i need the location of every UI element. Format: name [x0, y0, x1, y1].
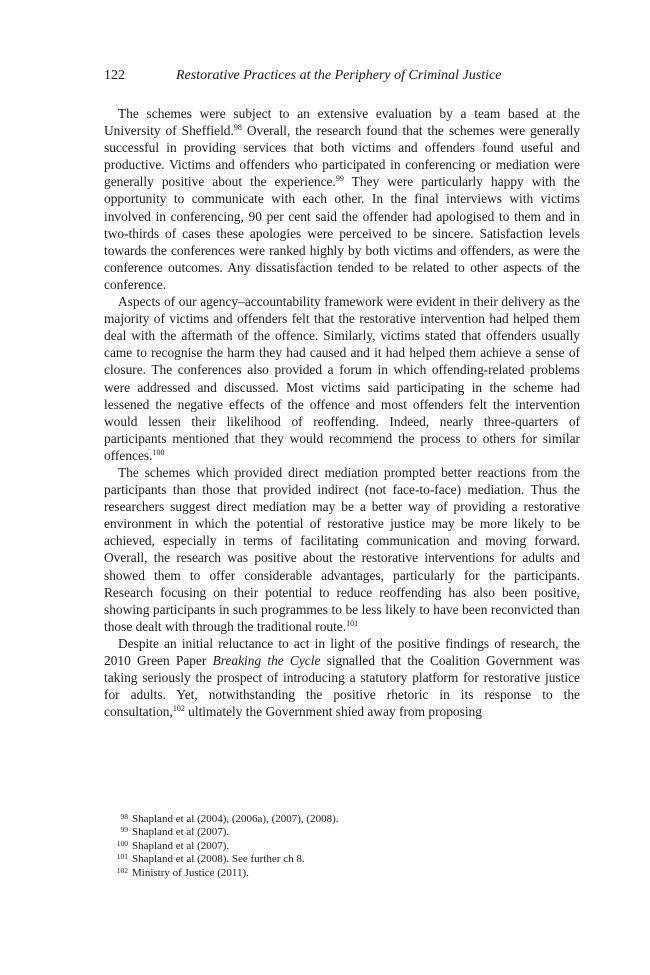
body-text: [104, 105, 580, 720]
page-header: [104, 66, 580, 86]
running-title: Restorative Practices at the Periphery of Criminal Justice: [176, 68, 502, 83]
footnote: 102 Ministry of Justice (2011).: [116, 865, 249, 879]
footnote: 99 Shapland et al (2007).: [120, 825, 230, 839]
footnote-ref[interactable]: 101: [346, 618, 359, 628]
footnote-text: Shapland et al (2007).: [132, 826, 230, 839]
footnote: 98 Shapland et al (2004), (2006a), (2007), (2008).: [120, 812, 339, 825]
footnote: 101 Shapland et al (2008). See further ch 8.: [116, 852, 305, 866]
footnote: 100 Shapland et al (2007).: [116, 838, 230, 852]
footnote-ref[interactable]: 102: [172, 704, 185, 714]
footnote-ref[interactable]: 100: [152, 447, 165, 457]
paragraph: The schemes were subject to an extensive evaluation by a team based at the University of Sheffield.$^{98}$ Overall, the research found that the schemes were generally successful in providing services that both victims and offenders found useful and productive. Victims and offenders who participated in conferencing or mediation were generally positive about the experience.$^{99}$ They were particularly happy with the opportunity to communicate with each other. In the final interviews with victims involved in conferencing, 90 per cent said the offender had apologised to them and in two-thirds of cases these apologies were perceived to be sincere. Satisfaction levels towards the conferences were ranked highly by both victims and offenders, as were the conference outcomes. Any dissatisfaction tended to be related to other aspects of the conference.: [104, 106, 580, 292]
footnote-text: Shapland et al (2008). See further ch 8.: [132, 853, 305, 866]
emphasized-title: Breaking the Cycle: [212, 653, 321, 668]
footnote-ref[interactable]: 98: [233, 123, 242, 133]
footnote-text: Shapland et al (2004), (2006a), (2007), (2008).: [132, 813, 339, 825]
footnote-ref[interactable]: 99: [335, 174, 344, 184]
paragraph: The schemes which provided direct mediation prompted better reactions from the participants than those that provided indirect (not face-to-face) mediation. Thus the researchers suggest direct mediation may be a better way of providing a restorative environment in which the potential of restorative justice may be more likely to be achieved, especially in terms of facilitating communication and moving forward. Overall, the research was positive about the restorative interventions for adults and showed them to offer considerable advantages, particularly for the participants. Research focusing on their potential to reduce reoffending has also been positive, showing participants in such programmes to be less likely to have been reconvicted than those dealt with through the traditional route.$^{101}$: [104, 464, 580, 634]
paragraph: Aspects of our agency–accountability framework were evident in their delivery as the majority of victims and offenders felt that the restorative intervention had helped them deal with the aftermath of the offence. Similarly, victims stated that offenders usually came to recognise the harm they had caused and it had helped them achieve a sense of closure. The conferences also provided a forum in which offending-related problems were addressed and discussed. Most victims said participating in the scheme had lessened the negative effects of the offence and most offenders felt the intervention would lessen their likelihood of reoffending. Indeed, nearly three-quarters of participants mentioned that they would recommend the process to others for similar offences.$^{100}$: [104, 294, 580, 463]
footnote-text: Ministry of Justice (2011).: [132, 866, 249, 879]
footnotes: [104, 813, 580, 880]
page-number: 122: [104, 68, 125, 83]
footnote-text: Shapland et al (2007).: [132, 839, 230, 852]
paragraph: Despite an initial reluctance to act in light of the positive findings of research, the 2010 Green Paper Breaking the Cycle signalled that the Coalition Government was taking seriously the prospect of introducing a statutory platform for restorative justice for adults. Yet, notwithstanding the positive rhetoric in its response to the consultation,$^{102}$ ultimately the Government shied away from proposing: [104, 635, 580, 720]
